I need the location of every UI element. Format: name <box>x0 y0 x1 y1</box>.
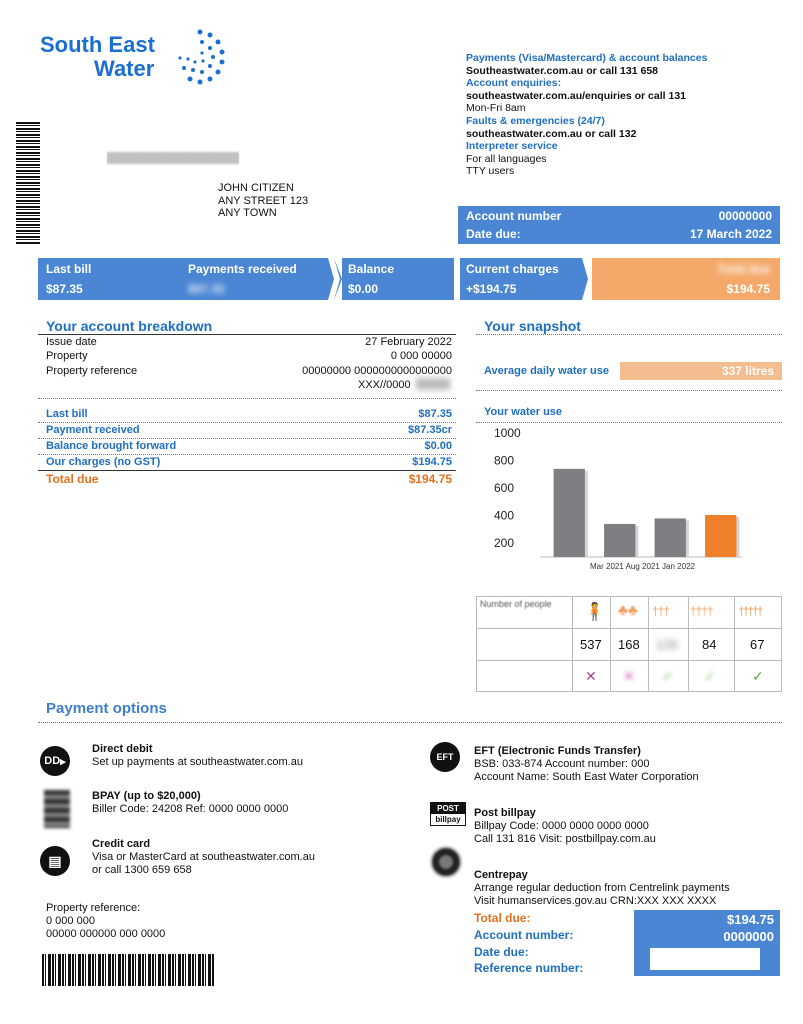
summary-arrow-1-icon <box>326 258 342 300</box>
summary-total-label: Total due <box>717 262 770 276</box>
footer-total-label: Total due: <box>474 911 531 925</box>
check-icon: ✓ <box>662 668 674 684</box>
snapshot-title: Your snapshot <box>484 318 581 334</box>
payments-line: Southeastwater.com.au or call 131 658 <box>466 64 659 77</box>
post-billpay-badge-bottom: billpay <box>435 815 461 824</box>
person-4-icon: †††† <box>690 604 713 618</box>
payment-property-ref-2: 00000 000000 000 0000 <box>46 928 166 940</box>
direct-debit-icon: DD ▸ <box>40 746 70 776</box>
post-billpay-badge-top: POST <box>431 803 465 814</box>
summary-balance-label: Balance <box>348 262 395 276</box>
credit-card-line1: Visa or MasterCard at southeastwater.com.au <box>92 851 315 863</box>
breakdown-total-value: $194.75 <box>408 472 452 486</box>
avg-use-bar <box>620 362 782 380</box>
chart-x-caption: Mar 2021 Aug 2021 Jan 2022 <box>590 562 695 571</box>
breakdown-total-row <box>46 472 452 486</box>
interpreter-line: For all languages <box>466 152 547 165</box>
household-row-line <box>476 628 782 629</box>
enquiries-heading: Account enquiries: <box>466 77 562 90</box>
payment-options-rule <box>38 722 782 723</box>
breakdown-line-label: Balance brought forward <box>46 440 177 452</box>
breakdown-line <box>46 440 452 452</box>
household-col-line <box>734 596 735 692</box>
summary-balance-value: $0.00 <box>348 282 379 296</box>
credit-card-line2: or call 1300 659 658 <box>92 864 192 876</box>
logo-dots-icon <box>170 28 230 86</box>
eft-title: EFT (Electronic Funds Transfer) <box>474 745 641 757</box>
chart-bar <box>655 518 686 557</box>
cross-icon: ✕ <box>623 668 635 684</box>
tty-line: TTY users <box>466 165 515 178</box>
post-billpay-line1: Billpay Code: 0000 0000 0000 0000 <box>474 820 649 832</box>
footer-account-value: 0000000 <box>723 929 774 944</box>
person-3-icon: ††† <box>652 604 670 618</box>
account-number-value: 00000000 <box>718 209 772 223</box>
footer-total-value: $194.75 <box>727 912 774 927</box>
date-due-label: Date due: <box>466 227 521 241</box>
chart-y-tick: 1000 <box>494 426 521 440</box>
bpay-line: Biller Code: 24208 Ref: 0000 0000 0000 <box>92 803 289 815</box>
payment-property-ref-label: Property reference: <box>46 902 141 914</box>
address-name: JOHN CITIZEN <box>218 182 294 194</box>
summary-current-value: +$194.75 <box>466 282 517 296</box>
breakdown-line-rule <box>38 454 456 455</box>
person-2-icon: ♣♣ <box>618 602 638 619</box>
household-row-line <box>476 660 782 661</box>
breakdown-line-label: Last bill <box>46 408 88 420</box>
household-col-line <box>648 596 649 692</box>
bpay-title: BPAY (up to $20,000) <box>92 790 201 802</box>
footer-reference-field <box>650 948 760 970</box>
payment-barcode <box>42 954 214 986</box>
chart-bar-current <box>705 515 736 557</box>
summary-current-label: Current charges <box>466 262 559 276</box>
household-label: Number of people <box>480 599 552 609</box>
logo <box>40 32 230 84</box>
eft-icon: EFT <box>430 742 460 772</box>
household-value: 126 <box>656 637 678 652</box>
account-box <box>458 206 780 244</box>
eft-line2: Account Name: South East Water Corporation <box>474 771 699 783</box>
post-billpay-icon <box>430 802 466 826</box>
summary-current <box>460 258 592 300</box>
breakdown-divider <box>38 398 456 399</box>
person-5-icon: ††††† <box>738 604 762 618</box>
property-reference-row <box>46 365 452 377</box>
breakdown-line-rule <box>38 438 456 439</box>
account-number-label: Account number <box>466 209 562 223</box>
summary-last-bill-label: Last bill <box>46 262 92 276</box>
chart-y-tick: 400 <box>494 508 515 523</box>
footer-date-label: Date due: <box>474 945 529 959</box>
breakdown-line-value: $0.00 <box>424 440 452 452</box>
summary-balance <box>342 258 454 300</box>
direct-debit-line: Set up payments at southeastwater.com.au <box>92 756 303 768</box>
breakdown-title: Your account breakdown <box>46 318 213 334</box>
breakdown-line <box>46 424 452 436</box>
water-use-chart <box>480 425 780 575</box>
credit-card-title: Credit card <box>92 838 151 850</box>
household-col-line <box>572 596 573 692</box>
household-value: 84 <box>702 637 717 652</box>
person-1-icon: 🧍 <box>584 602 606 621</box>
payment-property-ref-1: 0 000 000 <box>46 915 95 927</box>
property-label: Property <box>46 350 88 362</box>
property-reference-value: 00000000 0000000000000000 <box>302 365 452 377</box>
avg-use-rule <box>476 390 782 391</box>
payment-options-title: Payment options <box>46 700 167 717</box>
breakdown-line-rule <box>38 422 456 423</box>
breakdown-line <box>46 456 452 468</box>
breakdown-line-label: Payment received <box>46 424 140 436</box>
chart-y-tick: 600 <box>494 481 515 496</box>
property-value: 0 000 00000 <box>390 350 452 362</box>
centrepay-icon <box>430 846 462 878</box>
summary-last-bill-value: $87.35 <box>46 282 83 296</box>
snapshot-title-rule <box>476 334 782 335</box>
direct-debit-title: Direct debit <box>92 743 153 755</box>
breakdown-total-label: Total due <box>46 472 99 486</box>
chart-y-tick: 200 <box>494 536 515 551</box>
cross-icon: ✕ <box>585 668 597 684</box>
breakdown-line-value: $194.75 <box>412 456 452 468</box>
issue-date-value: 27 February 2022 <box>365 336 452 348</box>
issue-date-row <box>46 336 452 348</box>
footer-payment-box <box>634 910 780 976</box>
breakdown-line-value: $87.35cr <box>407 424 452 436</box>
property-row <box>46 350 452 362</box>
household-col-line <box>610 596 611 692</box>
property-reference-label: Property reference <box>46 365 138 377</box>
issue-date-label: Issue date <box>46 336 97 348</box>
summary-last-bill <box>38 258 328 300</box>
breakdown-line <box>46 408 452 420</box>
water-use-title: Your water use <box>484 406 563 418</box>
address-block <box>218 182 308 220</box>
centrepay-title: Centrepay <box>474 869 528 881</box>
address-town: ANY TOWN <box>218 207 277 219</box>
summary-total <box>592 258 780 300</box>
breakdown-title-rule <box>38 334 456 335</box>
bpay-icon <box>44 790 70 828</box>
mail-sort-code <box>108 152 238 164</box>
post-billpay-title: Post billpay <box>474 807 536 819</box>
avg-use-label: Average daily water use <box>484 365 609 377</box>
check-icon: ✓ <box>752 668 764 684</box>
breakdown-line-rule <box>38 470 456 471</box>
address-street: ANY STREET 123 <box>218 194 309 207</box>
chart-y-tick: 800 <box>494 453 515 468</box>
centrepay-line2: Visit humanservices.gov.au CRN:XXX XXX XXXX <box>474 895 717 907</box>
avg-use-value: 337 litres <box>721 364 774 378</box>
interpreter-heading: Interpreter service <box>466 140 558 153</box>
chart-bar <box>554 469 585 557</box>
household-value: 537 <box>580 637 602 652</box>
post-billpay-line2: Call 131 816 Visit: postbillpay.com.au <box>474 833 656 845</box>
contact-block <box>466 52 786 178</box>
faults-heading: Faults & emergencies (24/7) <box>466 114 605 127</box>
property-reference-value-2-ext <box>416 378 450 390</box>
footer-reference-label: Reference number: <box>474 961 584 975</box>
footer-account-label: Account number: <box>474 928 574 942</box>
summary-payments-value: $87.35 <box>188 282 225 296</box>
chart-bar <box>604 524 635 557</box>
mail-barcode <box>16 122 40 244</box>
summary-payments-label: Payments received <box>188 262 297 276</box>
eft-line1: BSB: 033-874 Account number: 000 <box>474 758 650 770</box>
date-due-value: 17 March 2022 <box>689 227 772 241</box>
credit-card-icon: ▤ <box>40 846 70 876</box>
centrepay-line1: Arrange regular deduction from Centrelink payments <box>474 882 730 894</box>
household-value: 168 <box>618 637 640 652</box>
breakdown-line-value: $87.35 <box>418 408 452 420</box>
household-col-line <box>688 596 689 692</box>
water-use-rule <box>476 422 782 423</box>
payments-heading: Payments (Visa/Mastercard) & account balances <box>466 52 708 64</box>
check-icon: ✓ <box>704 668 716 684</box>
household-table <box>476 596 782 692</box>
logo-line2: Water <box>94 56 155 81</box>
breakdown-line-label: Our charges (no GST) <box>46 456 161 468</box>
property-reference-value-2: XXX//0000 <box>358 379 411 391</box>
faults-line: southeastwater.com.au or call 132 <box>466 127 637 140</box>
household-value: 67 <box>750 637 765 652</box>
enquiries-line: southeastwater.com.au/enquiries or call 131 <box>466 89 687 102</box>
summary-total-value: $194.75 <box>726 282 770 296</box>
logo-line1: South East <box>40 32 155 57</box>
hours-line: Mon-Fri 8am <box>466 102 526 115</box>
